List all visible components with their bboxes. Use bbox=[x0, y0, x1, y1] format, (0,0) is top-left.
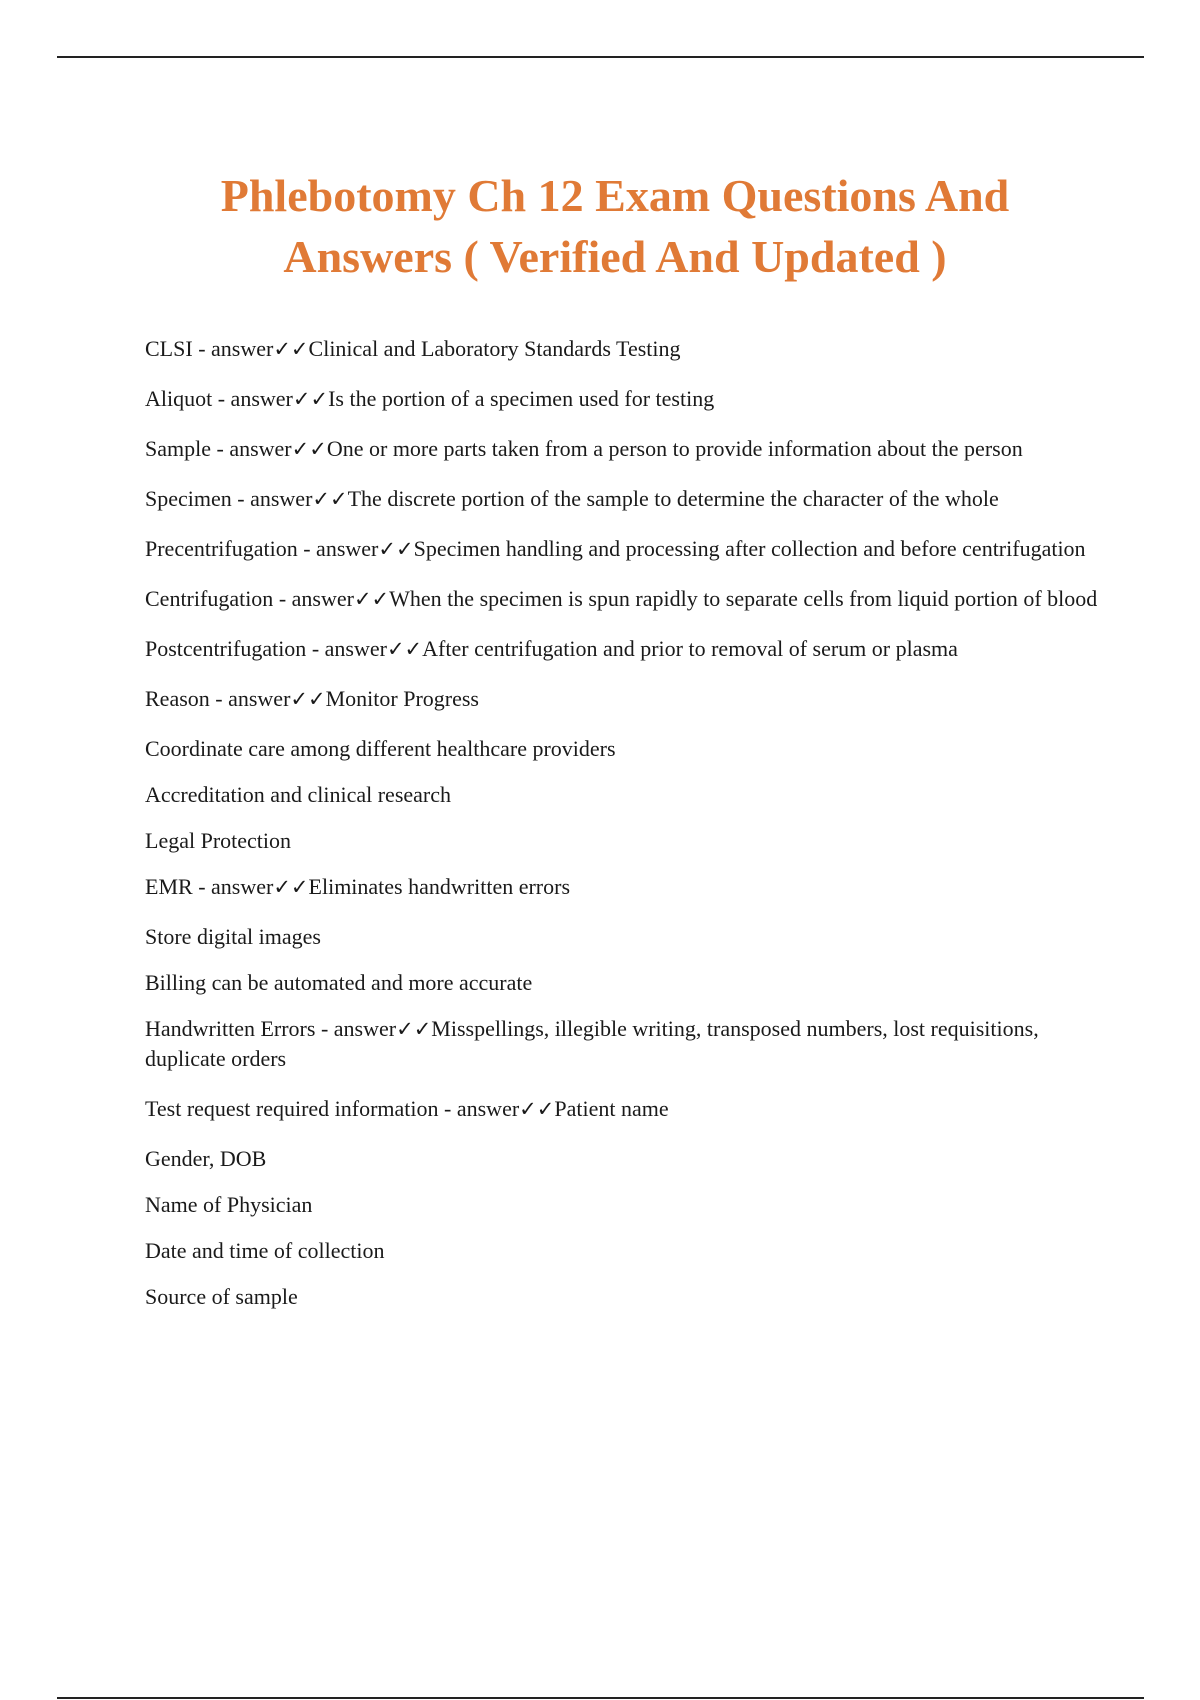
entry-term: Reason bbox=[145, 686, 210, 711]
answer-separator: - answer bbox=[212, 386, 293, 411]
answer-separator: - answer bbox=[192, 874, 274, 899]
entry-term: Specimen bbox=[145, 486, 232, 511]
double-checkmark-icon: ✓✓ bbox=[291, 437, 327, 461]
entry-answer: Clinical and Laboratory Standards Testing bbox=[308, 336, 681, 361]
entry-term: Aliquot bbox=[145, 386, 213, 411]
entry-text: Accreditation and clinical research bbox=[145, 782, 452, 807]
entry-answer: When the specimen is spun rapidly to separate cells from liquid portion of blood bbox=[389, 586, 1098, 611]
answer-separator: - answer bbox=[273, 586, 354, 611]
list-item-continuation bbox=[145, 1282, 1105, 1312]
list-item-qa bbox=[145, 872, 1105, 902]
entry-answer: Monitor Progress bbox=[325, 686, 479, 711]
list-item-qa bbox=[145, 384, 1105, 414]
list-item-continuation bbox=[145, 968, 1105, 998]
double-checkmark-icon: ✓✓ bbox=[378, 537, 414, 561]
list-item-continuation bbox=[145, 1144, 1105, 1174]
entry-term: Centrifugation bbox=[145, 586, 274, 611]
list-item-continuation bbox=[145, 780, 1105, 810]
title-line-1: Phlebotomy Ch 12 Exam Questions And bbox=[220, 170, 1010, 221]
top-rule bbox=[57, 56, 1144, 58]
entry-text: Store digital images bbox=[145, 924, 321, 949]
list-item-qa bbox=[145, 1014, 1105, 1074]
entry-answer: Misspellings, illegible writing, transposed numbers, lost requisitions, duplicate orders bbox=[145, 1016, 1039, 1071]
list-item-qa bbox=[145, 584, 1105, 614]
list-item-continuation bbox=[145, 922, 1105, 952]
list-item-qa bbox=[145, 634, 1105, 664]
double-checkmark-icon: ✓✓ bbox=[290, 687, 326, 711]
entry-term: Test request required information bbox=[145, 1096, 439, 1121]
answer-separator: - answer bbox=[211, 436, 292, 461]
entry-text: Gender, DOB bbox=[145, 1146, 267, 1171]
answer-separator: - answer bbox=[438, 1096, 520, 1121]
double-checkmark-icon: ✓✓ bbox=[353, 587, 390, 611]
entry-term: EMR bbox=[145, 874, 193, 899]
answer-separator: - answer bbox=[209, 686, 291, 711]
entry-answer: Eliminates handwritten errors bbox=[308, 874, 571, 899]
double-checkmark-icon: ✓✓ bbox=[273, 875, 309, 899]
entry-answer: The discrete portion of the sample to determine the character of the whole bbox=[347, 486, 999, 511]
double-checkmark-icon: ✓✓ bbox=[386, 637, 423, 661]
entry-answer: Patient name bbox=[554, 1096, 669, 1121]
entry-text: Billing can be automated and more accurate bbox=[145, 970, 533, 995]
answer-separator: - answer bbox=[192, 336, 274, 361]
entry-answer: After centrifugation and prior to removal of serum or plasma bbox=[422, 636, 958, 661]
entry-text: Legal Protection bbox=[145, 828, 292, 853]
entry-text: Source of sample bbox=[145, 1284, 298, 1309]
entry-term: Postcentrifugation bbox=[145, 636, 307, 661]
answer-separator: - answer bbox=[297, 536, 379, 561]
list-item-continuation bbox=[145, 1190, 1105, 1220]
list-item-qa bbox=[145, 534, 1105, 564]
answer-separator: - answer bbox=[231, 486, 313, 511]
entry-text: Date and time of collection bbox=[145, 1238, 385, 1263]
double-checkmark-icon: ✓✓ bbox=[396, 1017, 432, 1041]
document-title bbox=[120, 165, 1110, 287]
bottom-rule bbox=[57, 1697, 1144, 1699]
entry-text: Coordinate care among different healthcare providers bbox=[145, 736, 616, 761]
list-item-continuation bbox=[145, 826, 1105, 856]
double-checkmark-icon: ✓✓ bbox=[312, 487, 348, 511]
entry-answer: Is the portion of a specimen used for testing bbox=[328, 386, 715, 411]
entry-term: CLSI bbox=[145, 336, 193, 361]
list-item-qa bbox=[145, 334, 1105, 364]
list-item-qa bbox=[145, 1094, 1105, 1124]
list-item-qa bbox=[145, 434, 1105, 464]
answer-separator: - answer bbox=[306, 636, 387, 661]
qa-list bbox=[145, 334, 1105, 1328]
entry-answer: Specimen handling and processing after collection and before centrifugation bbox=[413, 536, 1086, 561]
entry-term: Sample bbox=[145, 436, 211, 461]
answer-separator: - answer bbox=[315, 1016, 397, 1041]
list-item-qa bbox=[145, 484, 1105, 514]
entry-term: Precentrifugation bbox=[145, 536, 298, 561]
entry-answer: One or more parts taken from a person to provide information about the person bbox=[326, 436, 1023, 461]
double-checkmark-icon: ✓✓ bbox=[292, 387, 329, 411]
entry-text: Name of Physician bbox=[145, 1192, 313, 1217]
double-checkmark-icon: ✓✓ bbox=[273, 337, 309, 361]
list-item-qa bbox=[145, 684, 1105, 714]
title-line-2: Answers ( Verified And Updated ) bbox=[283, 231, 947, 282]
list-item-continuation bbox=[145, 1236, 1105, 1266]
entry-term: Handwritten Errors bbox=[145, 1016, 316, 1041]
list-item-continuation bbox=[145, 734, 1105, 764]
double-checkmark-icon: ✓✓ bbox=[519, 1097, 555, 1121]
